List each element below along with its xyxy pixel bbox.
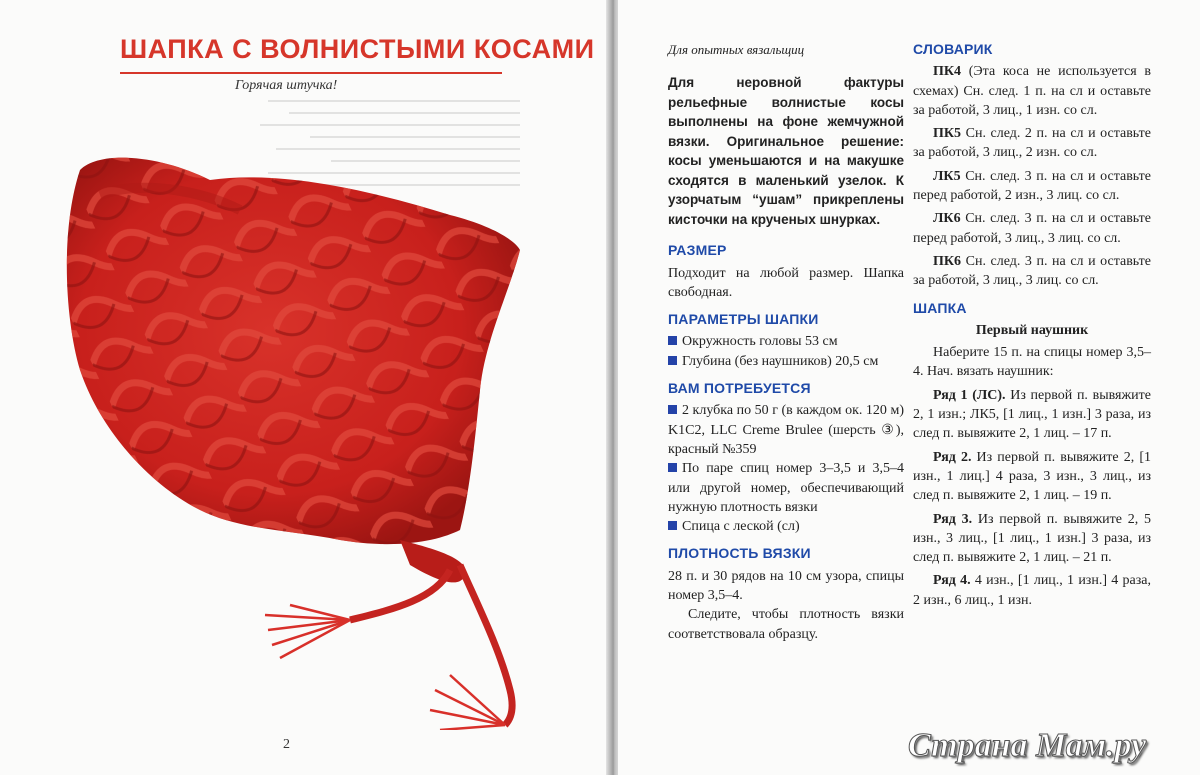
gauge-text: 28 п. и 30 рядов на 10 см узора, спицы номер 3,5–4. — [668, 568, 904, 604]
instruction-row: Ряд 2. Из первой п. вывяжите 2, [1 изн., 1 лиц.] 4 раза, 3 изн., 3 лиц., из след п. вывяжите 2, 1 лиц. – 19 п. — [913, 449, 1151, 504]
page-number: 2 — [283, 737, 290, 752]
size-heading: РАЗМЕР — [668, 242, 727, 259]
material-item: Спица с леской (сл) — [668, 517, 904, 536]
param-item: Окружность головы 53 см — [668, 332, 904, 351]
bullet-square-icon — [668, 521, 677, 530]
article-subtitle: Горячая штучка! — [235, 78, 338, 93]
gauge-note: Следите, чтобы плотность вязки соответствовала образцу. — [668, 607, 904, 642]
glossary-heading: СЛОВАРИК — [913, 41, 993, 57]
title-rule — [120, 72, 502, 74]
site-watermark: Страна Мам.ру — [908, 727, 1147, 764]
article-title: ШАПКА С ВОЛНИСТЫМИ КОСАМИ — [120, 34, 595, 64]
instruction-row: Ряд 4. 4 изн., [1 лиц., 1 изн.] 4 раза, 2 изн., 6 лиц., 1 изн. — [913, 573, 1151, 608]
material-item: 2 клубка по 50 г (в каждом ок. 120 м) K1C2, LLC Creme Brulee (шерсть ③), красный №359 — [668, 403, 904, 457]
column-right — [913, 40, 1151, 614]
bullet-square-icon — [668, 356, 677, 365]
instruction-row: Ряд 1 (ЛС). Из первой п. вывяжите 2, 1 изн.; ЛК5, [1 лиц., 1 изн.] 3 раза, из след п. вывяжите 2, 1 лиц. – 17 п. — [913, 387, 1151, 442]
glossary-entry: ПК4 (Эта коса не используется в схемах) Сн. след. 1 п. на сл и оставьте за работой, 3 лиц., 1 изн. со сл. — [913, 64, 1151, 118]
glossary-entry: ЛК6 Сн. след. 3 п. на сл и оставьте перед работой, 3 лиц., 3 лиц. со сл. — [913, 211, 1151, 246]
glossary-entry: ПК6 Сн. след. 3 п. на сл и оставьте за работой, 3 лиц., 3 лиц. со сл. — [913, 253, 1151, 289]
right-page — [618, 0, 1200, 775]
bullet-square-icon — [668, 463, 677, 472]
skill-level: Для опытных вязальщиц — [668, 42, 805, 57]
instruction-intro: Наберите 15 п. на спицы номер 3,5–4. Нач. вязать наушник: — [913, 345, 1151, 380]
column-left — [668, 40, 904, 648]
glossary-entry: ЛК5 Сн. след. 3 п. на сл и оставьте перед работой, 2 изн., 3 лиц. со сл. — [913, 168, 1151, 204]
lead-paragraph: Для неровной фактуры рельефные волнистые косы выполнены на фоне жемчужной вязки. Оригинальное решение: косы уменьшаются и на макушке сходятся в маленький узелок. К узорчатым “ушам” прикреплены кисточки на крученых шнурках. — [668, 75, 904, 227]
knitted-hat-photo — [40, 110, 600, 730]
material-item: По паре спиц номер 3–3,5 и 3,5–4 или другой номер, обеспечивающий нужную плотность вязки — [668, 461, 904, 515]
gauge-heading: ПЛОТНОСТЬ ВЯЗКИ — [668, 545, 811, 562]
hat-heading: ШАПКА — [913, 299, 967, 316]
size-text: Подходит на любой размер. Шапка свободная. — [668, 265, 904, 300]
section-subheading: Первый наушник — [975, 322, 1089, 338]
bullet-square-icon — [668, 405, 677, 414]
materials-heading: ВАМ ПОТРЕБУЕТСЯ — [668, 380, 811, 397]
bullet-square-icon — [668, 336, 677, 345]
glossary-entry: ПК5 Сн. след. 2 п. на сл и оставьте за работой, 3 лиц., 2 изн. со сл. — [913, 126, 1151, 161]
params-heading: ПАРАМЕТРЫ ШАПКИ — [668, 311, 819, 328]
param-item: Глубина (без наушников) 20,5 см — [668, 352, 904, 371]
instruction-row: Ряд 3. Из первой п. вывяжите 2, 5 изн., 3 лиц., [1 лиц., 1 изн.] 3 раза, из след п. вывяжите 2, 1 лиц. – 21 п. — [913, 511, 1151, 566]
